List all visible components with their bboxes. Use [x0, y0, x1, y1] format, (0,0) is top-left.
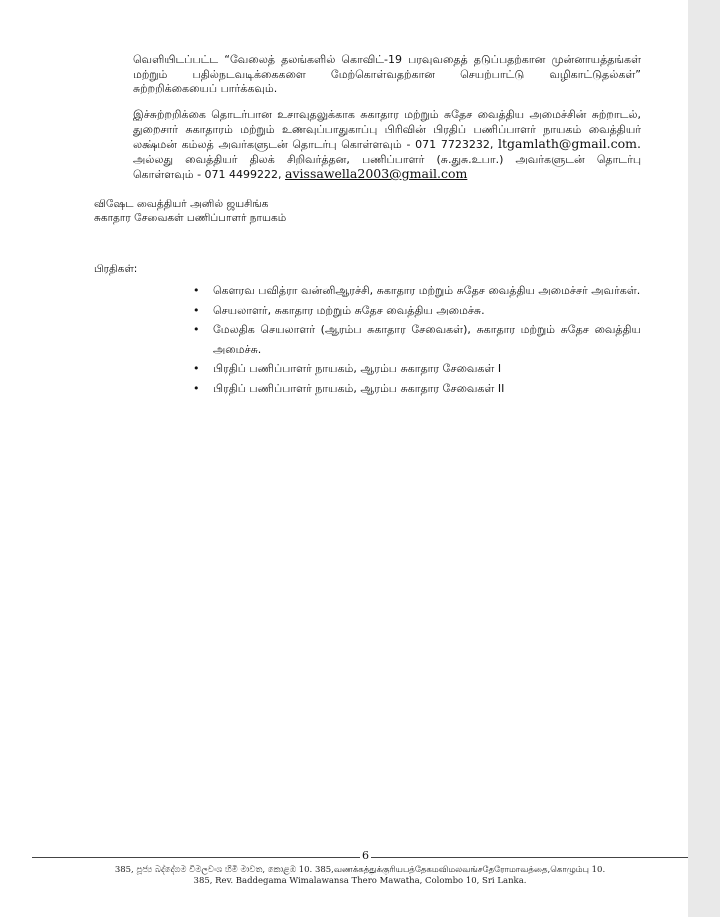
bullet-icon: •	[193, 323, 200, 336]
contact-email-2[interactable]: avissawella2003@gmail.com	[285, 166, 468, 181]
list-item	[193, 281, 641, 301]
bullet-icon: •	[193, 303, 200, 317]
copy-recipient: பிரதிப் பணிப்பாளர் நாயகம், ஆரம்ப சுகாதார சேவைகள் I	[213, 362, 502, 375]
bullet-icon: •	[193, 362, 200, 375]
signature-block	[94, 197, 286, 225]
copies-list	[193, 281, 641, 398]
list-item	[193, 320, 641, 359]
copy-recipient: பிரதிப் பணிப்பாளர் நாயகம், ஆரம்ப சுகாதார சேவைகள் II	[213, 381, 505, 395]
copy-recipient: செயலாளர், சுகாதார மற்றும் சுதேச வைத்திய அமைச்சு.	[213, 303, 485, 317]
footer-address-local: 385, පූජ්‍ය බද්දේගම විමලවංශ හිමි මාවත, කොළඹ 10. 385,வணக்கத்துக்குரியபத்தேகமவிமலவங்சதேரோமாவத்தை,கொழும்பு 10.	[114, 865, 606, 875]
copy-recipient: கௌரவ பவித்ரா வன்னிஆரச்சி, சுகாதார மற்றும் சுதேச வைத்திய அமைச்சர் அவர்கள்.	[213, 284, 641, 297]
body-paragraph-contacts	[133, 108, 641, 183]
contact-text-1: இச்சுற்றறிக்கை தொடர்பான உசாவுதலுக்காக சுகாதார மற்றும் சுதேச வைத்திய அமைச்சின் சுற்றாடல், துறைசார் சுகாதாரம் மற்றும் உணவுப்பாதுகாப்பு பிரிவின் பிரதிப் பணிப்பாளர் நாயகம் வைத்தியர் லக்ஷ்மன் கம்லத் அவர்களுடன் தொடர்பு கொள்ளவும் - 071 7723232,	[133, 108, 641, 151]
guidelines-text: வெளியிடப்பட்ட “வேலைத் தலங்களில் கொவிட்-19 பரவுவதைத் தடுப்பதற்கான முன்னாயத்தங்கள் மற்றும் பதில்நடவடிக்கைகளை மேற்கொள்வதற்கான செயற்பாட்டு வழிகாட்டுதல்கள்” சுற்றறிக்கையைப் பார்க்கவும்.	[133, 53, 641, 95]
list-item	[193, 359, 641, 379]
footer-address-english: 385, Rev. Baddegama Wimalawansa Thero Mawatha, Colombo 10, Sri Lanka.	[193, 876, 527, 886]
list-item	[193, 379, 641, 399]
signatory-name: விஷேட வைத்தியர் அனில் ஜயசிங்க	[94, 198, 269, 210]
contact-email-1[interactable]: ltgamlath@gmail.com.	[498, 136, 641, 151]
contact-text-2: அல்லது வைத்தியர் திலக் சிறிவர்த்தன, பணிப்பாளர் (சு.துசு.உபா.) அவர்களுடன் தொடர்பு கொள்ளவும் - 071 4499222,	[133, 152, 641, 181]
bullet-icon: •	[193, 284, 200, 297]
bullet-icon: •	[193, 381, 200, 395]
copy-recipient: மேலதிக செயலாளர் (ஆரம்ப சுகாதார சேவைகள்), சுகாதார மற்றும் சுதேச வைத்திய அமைச்சு.	[213, 323, 641, 356]
list-item	[193, 301, 641, 321]
body-paragraph-guidelines	[133, 53, 641, 97]
page-number: 6	[362, 849, 369, 862]
signatory-title: சுகாதார சேவைகள் பணிப்பாளர் நாயகம்	[94, 212, 287, 224]
copies-label: பிரதிகள்:	[94, 263, 138, 275]
